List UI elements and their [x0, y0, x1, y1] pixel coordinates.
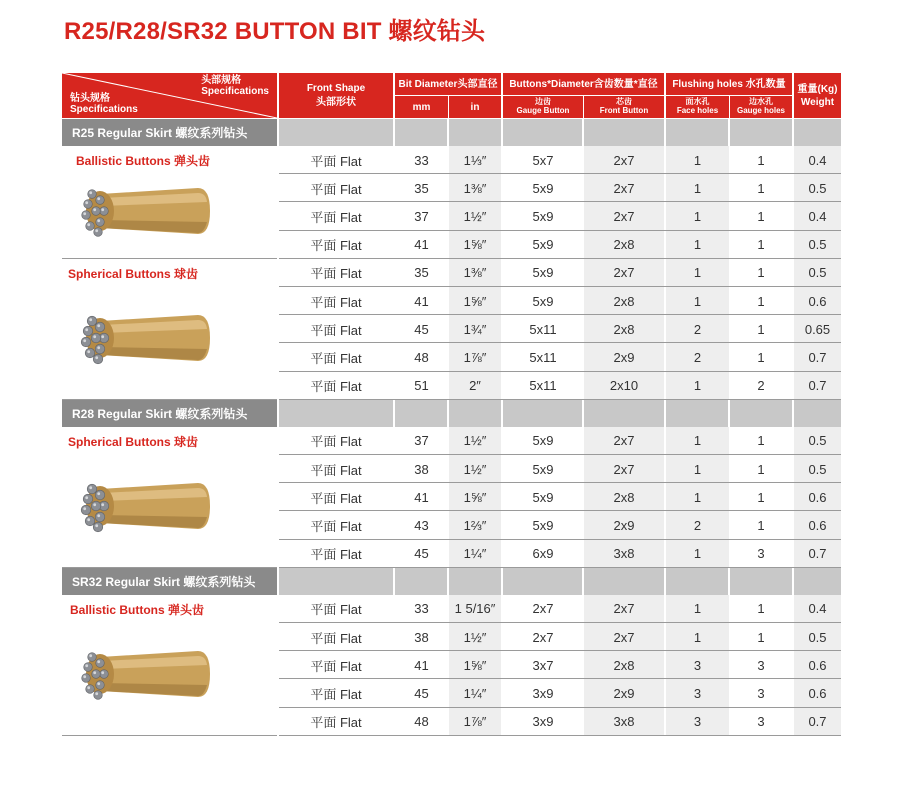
cell-gauge-holes: 3 [757, 685, 765, 701]
corner-top-cn: 头部规格 [201, 75, 242, 86]
cell-weight: 0.6 [794, 651, 841, 679]
spherical-button-bit-icon [70, 307, 220, 369]
cell-face: 3 [666, 651, 729, 679]
cell-gauge: 3x9 [532, 714, 554, 730]
cell-gauge: 5x11 [529, 349, 557, 365]
cell-gauge-holes: 3 [757, 714, 765, 730]
cell-gauge-holes: 3 [757, 657, 765, 673]
ballistic-button-bit-icon [70, 643, 220, 705]
cell-mm: 48 [414, 714, 429, 730]
section-column-separator [393, 568, 395, 595]
section-column-separator [447, 568, 449, 595]
cell-shape: 平面 Flat [310, 715, 362, 731]
buttons-header: Buttons*Diameter含齿数量*直径 [503, 73, 664, 95]
section-column-separator [728, 400, 730, 427]
bit-type-label: Ballistic Buttons 弹头齿 [70, 602, 205, 617]
spec-table [62, 73, 841, 743]
cell-face: 2 [666, 343, 729, 371]
flushing-header: Flushing holes 水孔数量 [666, 73, 792, 95]
cell-gauge-holes: 1 [757, 265, 765, 281]
cell-gauge: 5x9 [532, 461, 554, 477]
cell-gauge: 5x9 [532, 517, 554, 533]
weight-header: 重量(Kg) Weight [794, 73, 841, 118]
cell-gauge-holes: 1 [757, 349, 765, 365]
cell-gauge: 5x7 [532, 152, 554, 168]
section-column-separator [664, 568, 666, 595]
cell-front: 2x8 [584, 651, 664, 679]
cell-weight: 0.4 [794, 202, 841, 230]
cell-front: 2x10 [584, 372, 664, 400]
group-divider [62, 258, 277, 259]
cell-gauge: 5x11 [529, 321, 557, 337]
cell-front: 2x8 [584, 315, 664, 343]
cell-mm: 43 [414, 517, 429, 533]
cell-gauge: 5x9 [532, 237, 554, 253]
cell-weight: 0.6 [794, 679, 841, 707]
cell-in: 1⅞″ [449, 343, 501, 371]
cell-gauge-holes: 1 [757, 321, 765, 337]
cell-shape: 平面 Flat [310, 209, 362, 225]
cell-shape: 平面 Flat [310, 379, 362, 395]
front-shape-header [279, 73, 393, 118]
section-column-separator [277, 119, 279, 146]
cell-weight: 0.6 [794, 287, 841, 315]
cell-shape: 平面 Flat [310, 490, 362, 506]
cell-face: 1 [666, 202, 729, 230]
cell-shape: 平面 Flat [310, 462, 362, 478]
section-label: R25 Regular Skirt 螺纹系列钻头 [62, 119, 277, 146]
section-label: SR32 Regular Skirt 螺纹系列钻头 [62, 568, 277, 595]
cell-gauge-holes: 1 [757, 293, 765, 309]
section-column-separator [447, 400, 449, 427]
cell-gauge: 5x9 [532, 208, 554, 224]
cell-gauge-holes: 1 [757, 629, 765, 645]
cell-shape: 平面 Flat [310, 266, 362, 282]
cell-in: 2″ [449, 372, 501, 400]
page-title: R25/R28/SR32 BUTTON BIT 螺纹钻头 [64, 18, 486, 45]
section-label: R28 Regular Skirt 螺纹系列钻头 [62, 400, 277, 427]
cell-face: 1 [666, 174, 729, 202]
cell-shape: 平面 Flat [310, 518, 362, 534]
cell-mm: 35 [414, 265, 429, 281]
bit-type-label: Spherical Buttons 球齿 [68, 266, 199, 281]
cell-mm: 37 [414, 433, 429, 449]
cell-gauge-holes: 1 [757, 601, 765, 617]
section-column-separator [728, 119, 730, 146]
cell-weight: 0.5 [794, 455, 841, 483]
cell-front: 2x9 [584, 511, 664, 539]
cell-gauge-holes: 1 [757, 433, 765, 449]
unit-mm: mm [395, 96, 448, 118]
cell-weight: 0.6 [794, 483, 841, 511]
cell-gauge-holes: 3 [757, 546, 765, 562]
cell-front: 3x8 [584, 708, 664, 736]
cell-in: 1⅝″ [449, 483, 501, 511]
cell-gauge: 2x7 [532, 629, 554, 645]
cell-gauge: 5x11 [529, 378, 557, 394]
cell-in: 1⅜″ [449, 174, 501, 202]
bit-type-label: Ballistic Buttons 弹头齿 [76, 154, 211, 168]
section-column-separator [792, 400, 794, 427]
section-column-separator [582, 400, 584, 427]
cell-shape: 平面 Flat [310, 658, 362, 674]
cell-gauge-holes: 2 [757, 378, 765, 394]
cell-front: 2x9 [584, 679, 664, 707]
cell-front: 2x7 [584, 174, 664, 202]
cell-mm: 45 [414, 546, 429, 562]
cell-in: 1⅓″ [449, 146, 501, 174]
cell-gauge-holes: 1 [757, 237, 765, 253]
cell-shape: 平面 Flat [310, 350, 362, 366]
cell-in: 1¾″ [449, 315, 501, 343]
section-column-separator [792, 568, 794, 595]
section-column-separator [393, 119, 395, 146]
cell-gauge: 5x9 [532, 433, 554, 449]
cell-mm: 45 [414, 321, 429, 337]
section-column-separator [582, 568, 584, 595]
cell-weight: 0.65 [794, 315, 841, 343]
cell-mm: 38 [414, 461, 429, 477]
cell-front: 2x7 [584, 202, 664, 230]
cell-face: 3 [666, 679, 729, 707]
cell-mm: 48 [414, 349, 429, 365]
cell-face: 1 [666, 483, 729, 511]
cell-front: 2x7 [584, 146, 664, 174]
cell-gauge: 5x9 [532, 180, 554, 196]
cell-gauge-holes: 1 [757, 180, 765, 196]
cell-weight: 0.7 [794, 708, 841, 736]
corner-bottom-en: Specifications [70, 103, 138, 115]
cell-in: 1⅝″ [449, 287, 501, 315]
cell-in: 1⅞″ [449, 708, 501, 736]
section-column-separator [393, 400, 395, 427]
section-column-separator [792, 119, 794, 146]
corner-header [62, 73, 277, 118]
cell-mm: 41 [414, 489, 429, 505]
cell-gauge: 5x9 [532, 489, 554, 505]
cell-front: 2x8 [584, 231, 664, 259]
cell-gauge: 3x9 [532, 685, 554, 701]
cell-shape: 平面 Flat [310, 434, 362, 450]
cell-front: 2x9 [584, 343, 664, 371]
cell-mm: 41 [414, 293, 429, 309]
front-shape-en: Front Shape [306, 83, 366, 94]
cell-weight: 0.5 [794, 231, 841, 259]
cell-in: 1½″ [449, 623, 501, 651]
cell-gauge-holes: 1 [757, 208, 765, 224]
cell-gauge-holes: 1 [757, 489, 765, 505]
cell-weight: 0.5 [794, 174, 841, 202]
section-column-separator [501, 400, 503, 427]
section-column-separator [447, 119, 449, 146]
cell-face: 2 [666, 511, 729, 539]
cell-mm: 33 [414, 601, 429, 617]
cell-front: 2x8 [584, 483, 664, 511]
cell-mm: 38 [414, 629, 429, 645]
cell-in: 1½″ [449, 427, 501, 455]
cell-in: 1½″ [449, 455, 501, 483]
cell-shape: 平面 Flat [310, 238, 362, 254]
bit-type-label: Spherical Buttons 球齿 [68, 434, 199, 449]
cell-gauge-holes: 1 [757, 517, 765, 533]
cell-mm: 37 [414, 208, 429, 224]
cell-front: 2x7 [584, 623, 664, 651]
cell-front: 2x8 [584, 287, 664, 315]
cell-weight: 0.5 [794, 259, 841, 287]
ballistic-button-bit-icon [70, 180, 220, 242]
cell-gauge: 3x7 [532, 657, 554, 673]
cell-in: 1½″ [449, 202, 501, 230]
gauge-button-header: 边齿 Gauge Button [503, 96, 583, 118]
cell-face: 1 [666, 427, 729, 455]
cell-shape: 平面 Flat [310, 547, 362, 563]
cell-shape: 平面 Flat [310, 630, 362, 646]
cell-in: 1¼″ [449, 540, 501, 568]
section-column-separator [501, 119, 503, 146]
section-column-separator [664, 119, 666, 146]
corner-top-en: Specifications [201, 85, 269, 97]
cell-mm: 41 [414, 237, 429, 253]
cell-mm: 33 [414, 152, 429, 168]
bit-diameter-header: Bit Diameter头部直径 [395, 73, 501, 95]
section-column-separator [501, 568, 503, 595]
front-button-header: 芯齿 Front Button [584, 96, 664, 118]
cell-in: 1⅔″ [449, 511, 501, 539]
cell-face: 1 [666, 287, 729, 315]
spherical-button-bit-icon [70, 475, 220, 537]
cell-shape: 平面 Flat [310, 294, 362, 310]
cell-shape: 平面 Flat [310, 322, 362, 338]
face-holes-header: 面水孔 Face holes [666, 96, 729, 118]
section-column-separator [664, 400, 666, 427]
cell-shape: 平面 Flat [310, 686, 362, 702]
corner-bottom-cn: 钻头规格 [70, 93, 110, 104]
cell-face: 2 [666, 315, 729, 343]
cell-face: 1 [666, 623, 729, 651]
front-shape-cn: 头部形状 [316, 97, 356, 108]
cell-gauge: 5x9 [532, 293, 554, 309]
cell-mm: 35 [414, 180, 429, 196]
cell-weight: 0.4 [794, 146, 841, 174]
cell-weight: 0.5 [794, 427, 841, 455]
cell-front: 3x8 [584, 540, 664, 568]
cell-shape: 平面 Flat [310, 153, 362, 169]
cell-face: 1 [666, 595, 729, 623]
cell-face: 1 [666, 259, 729, 287]
cell-mm: 41 [414, 657, 429, 673]
cell-face: 3 [666, 708, 729, 736]
cell-weight: 0.7 [794, 343, 841, 371]
cell-gauge: 5x9 [532, 265, 554, 281]
cell-front: 2x7 [584, 595, 664, 623]
section-column-separator [728, 568, 730, 595]
cell-in: 1⅝″ [449, 651, 501, 679]
cell-front: 2x7 [584, 259, 664, 287]
cell-in: 1 5/16″ [449, 595, 501, 623]
cell-face: 1 [666, 146, 729, 174]
row-divider [279, 735, 841, 736]
group-divider [62, 735, 277, 736]
cell-weight: 0.7 [794, 372, 841, 400]
cell-gauge: 6x9 [532, 546, 554, 562]
unit-in: in [449, 96, 501, 118]
cell-weight: 0.7 [794, 540, 841, 568]
cell-face: 1 [666, 540, 729, 568]
cell-gauge-holes: 1 [757, 152, 765, 168]
cell-front: 2x7 [584, 455, 664, 483]
cell-face: 1 [666, 455, 729, 483]
cell-mm: 51 [414, 378, 429, 394]
cell-in: 1¼″ [449, 679, 501, 707]
cell-shape: 平面 Flat [310, 181, 362, 197]
cell-face: 1 [666, 231, 729, 259]
cell-gauge: 2x7 [532, 601, 554, 617]
cell-shape: 平面 Flat [310, 602, 362, 618]
cell-weight: 0.4 [794, 595, 841, 623]
section-column-separator [277, 400, 279, 427]
cell-front: 2x7 [584, 427, 664, 455]
cell-mm: 45 [414, 685, 429, 701]
gauge-holes-header: 边水孔 Gauge holes [730, 96, 792, 118]
cell-weight: 0.6 [794, 511, 841, 539]
cell-weight: 0.5 [794, 623, 841, 651]
section-column-separator [582, 119, 584, 146]
cell-face: 1 [666, 372, 729, 400]
cell-gauge-holes: 1 [757, 461, 765, 477]
section-column-separator [277, 568, 279, 595]
cell-in: 1⅝″ [449, 231, 501, 259]
cell-in: 1⅜″ [449, 259, 501, 287]
